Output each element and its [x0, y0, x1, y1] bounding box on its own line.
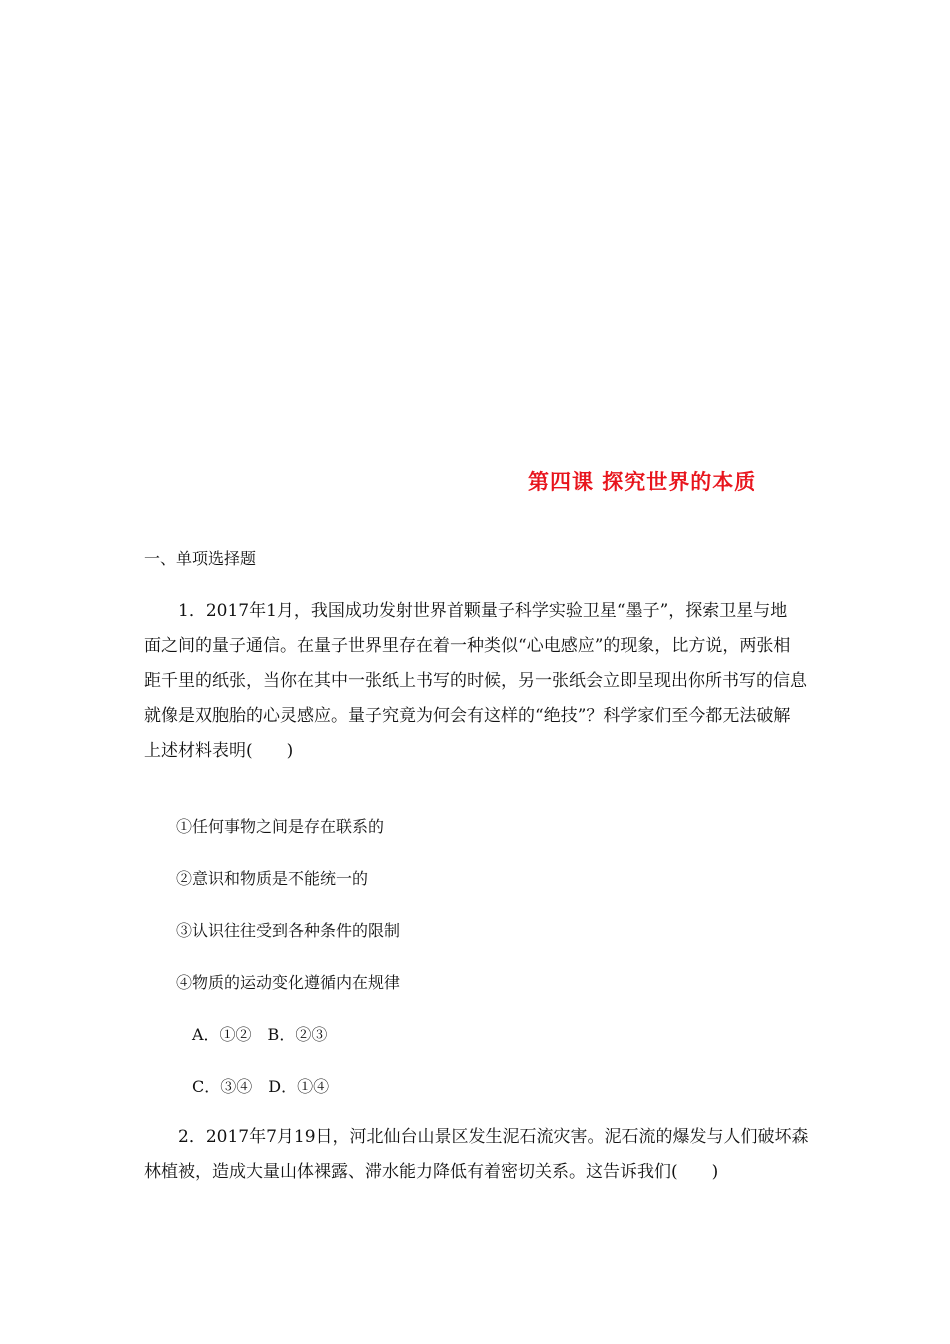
- statement-4: ④物质的运动变化遵循内在规律: [176, 973, 401, 992]
- question-1-line: 距千里的纸张，当你在其中一张纸上书写的时候，另一张纸会立即呈现出你所书写的信息: [144, 671, 807, 691]
- choices-a-b: A．①② B．②③: [192, 1025, 328, 1044]
- lesson-title: 第四课 探究世界的本质: [528, 470, 757, 494]
- statement-3: ③认识往往受到各种条件的限制: [176, 921, 401, 940]
- question-1-stem: [144, 594, 808, 769]
- question-1-line: 上述材料表明( ): [144, 741, 294, 761]
- statement-1: ①任何事物之间是存在联系的: [176, 817, 385, 836]
- statement-2: ②意识和物质是不能统一的: [176, 869, 369, 888]
- question-2-line: 林植被，造成大量山体裸露、滞水能力降低有着密切关系。这告诉我们( ): [144, 1162, 719, 1182]
- question-1-line: 1．2017年1月，我国成功发射世界首颗量子科学实验卫星“墨子”，探索卫星与地: [178, 601, 788, 621]
- choices-c-d: C．③④ D．①④: [192, 1077, 330, 1096]
- section-heading: 一、单项选择题: [144, 549, 257, 568]
- question-2-line: 2．2017年7月19日，河北仙台山景区发生泥石流灾害。泥石流的爆发与人们破坏森: [178, 1127, 809, 1147]
- question-2-stem: [144, 1120, 808, 1190]
- question-1-line: 面之间的量子通信。在量子世界里存在着一种类似“心电感应”的现象，比方说，两张相: [144, 636, 791, 656]
- question-1-line: 就像是双胞胎的心灵感应。量子究竟为何会有这样的“绝技”？科学家们至今都无法破解: [144, 706, 791, 726]
